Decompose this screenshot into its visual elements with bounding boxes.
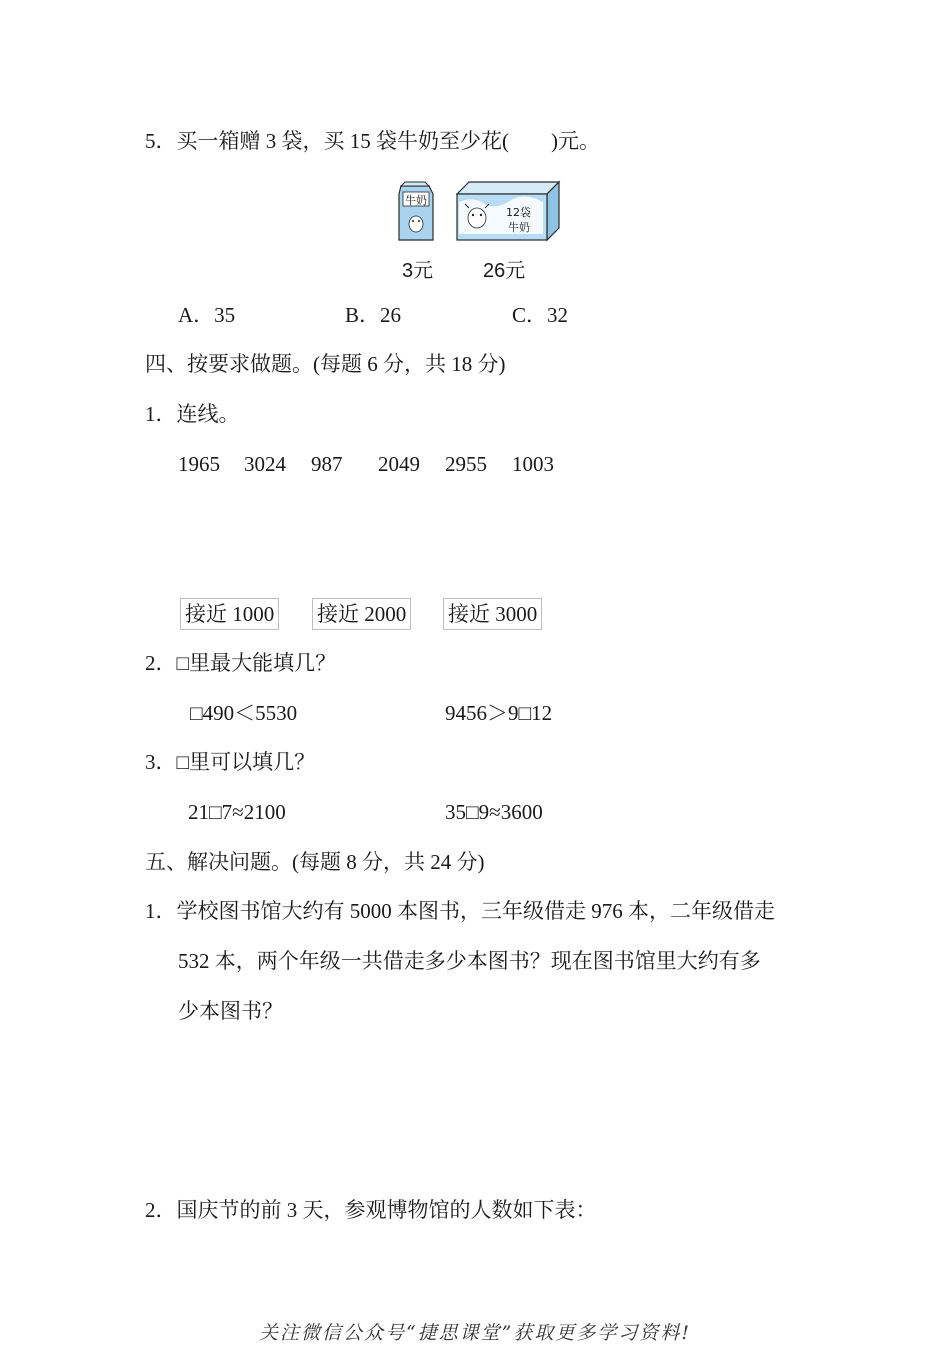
number-item: 1003 [512,452,554,476]
s4-q2-b: 9456＞9□12 [445,701,553,725]
number-item: 987 [311,452,343,476]
s5-q1-line2: 532 本，两个年级一共借走多少本图书？现在图书馆里大约有多 [178,949,761,973]
option-a: A．35 [178,303,236,327]
target-box: 接近 2000 [312,598,411,630]
section5-heading: 五、解决问题。(每题 8 分，共 24 分) [145,850,485,874]
s5-q1-line3: 少本图书？ [178,999,283,1023]
s5-q1-line1: 1．学校图书馆大约有 5000 本图书，三年级借走 976 本，二年级借走 [145,899,775,923]
option-b: B．26 [345,303,402,327]
milk-box-label-2: 牛奶 [508,221,530,234]
s4-q3-b: 35□9≈3600 [445,800,543,824]
s4-q3-a: 21□7≈2100 [188,800,286,824]
s4-q2-title: 2．□里最大能填几？ [145,651,337,675]
number-item: 2955 [445,452,487,476]
milk-illustration [393,180,563,245]
option-c: C．32 [512,303,569,327]
milk-bag-and-box-icon [393,180,563,245]
number-item: 1965 [178,452,220,476]
target-box: 接近 3000 [443,598,542,630]
s4-q2-a: □490＜5530 [190,701,298,725]
s4-q3-title: 3．□里可以填几？ [145,750,316,774]
section4-heading: 四、按要求做题。(每题 6 分，共 18 分) [145,352,506,376]
bag-price: 3元 [402,260,434,282]
number-item: 3024 [244,452,286,476]
footer-watermark: 关注微信公众号“捷思课堂”获取更多学习资料! [258,1322,692,1344]
s4-q1-title: 1．连线。 [145,402,240,426]
q5-text: 5．买一箱赠 3 袋，买 15 袋牛奶至少花( )元。 [145,129,600,153]
number-item: 2049 [378,452,420,476]
s5-q2-text: 2．国庆节的前 3 天，参观博物馆的人数如下表： [145,1198,597,1222]
box-price: 26元 [483,260,526,282]
target-box: 接近 1000 [180,598,279,630]
milk-bag-label: 牛奶 [405,194,427,207]
milk-box-label-1: 12袋 [506,206,531,219]
